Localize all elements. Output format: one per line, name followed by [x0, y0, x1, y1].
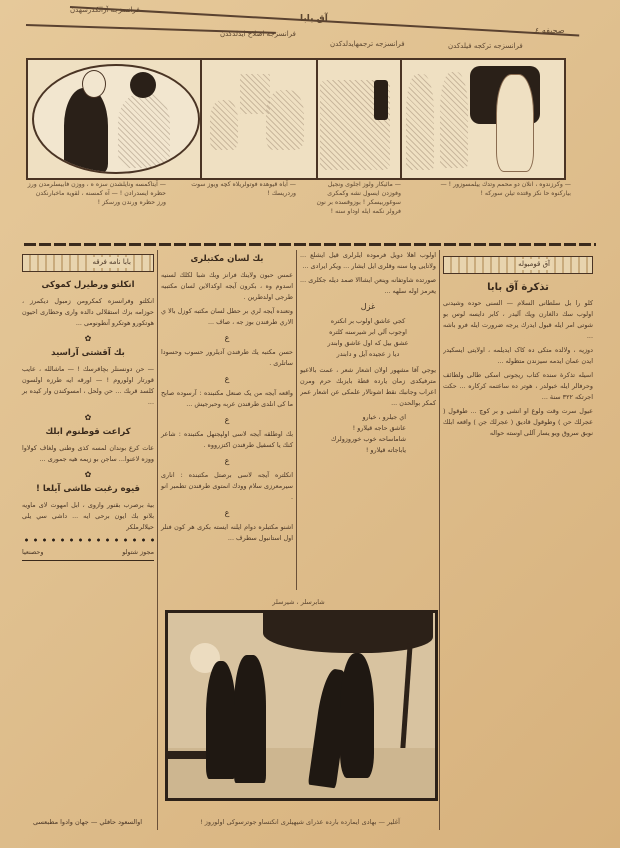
- oval-frame: [32, 64, 200, 174]
- panel-three-figures: [400, 60, 564, 178]
- poem-line: شاماساحه خوب خوروزولرك: [330, 435, 406, 443]
- article-paragraph: عمس حبون ولاينك فرانز وبك شبا لكلك لسنيه اسدوم وه ، بكرون آيجه اوكدالاين لسان مكتبيه طرجى اولدطرين .: [161, 271, 293, 301]
- column-rule: [296, 250, 297, 590]
- poem-line: دیا ز عجیده آیل و دابندر: [336, 350, 400, 358]
- signature-left: وحصنعيا: [22, 548, 44, 556]
- column-rule: [157, 250, 158, 830]
- strip-title-4: فرانسزجه تركجه فيلدكدن: [448, 42, 523, 50]
- poem-line: اوجوب آلي ابر شيرسنه كلتره: [329, 328, 407, 336]
- cafe-window: [240, 74, 270, 114]
- woman-standing: [496, 74, 534, 172]
- article-title: كراعت قوطنوم ابلك: [45, 427, 131, 437]
- woman-hair: [130, 72, 156, 98]
- article-body: عات كرع بوندان لمسه كذى وطنى ولغاف كولاوا ووزه لاعنوا... ساجن بو زيمه هيه جمورى ...: [22, 444, 154, 463]
- cafe-woman: [266, 90, 304, 150]
- column-right: [443, 250, 593, 830]
- article-paragraph: اسیله تذكرة سنده كتاب ريجونى اسكی طالی ولطائف وحرفالر ايله خبولدر ، هوتر ده ساعتمه كركاره ... حكت اجرتكه ٣٢٢ سنة ...: [443, 371, 593, 401]
- article-paragraph: كلو را بل سلطانی السلام — السنی حوده وشیدنی اولوب سك دالغارن ویك آلیدر ، کابر دایسه لوس بو شوتی امر ایله قبول ایدرك یرجه ضرورت ایله فرو باشه ...: [443, 299, 593, 340]
- section-header-left: [22, 254, 154, 272]
- separator-icon: ع: [224, 508, 230, 517]
- article-paragraph: يوجي آقا مشهور اولان اشعار شعر ، عمت بالاعيو مترفيكدى زمان يارده قطة بايزبك حرم ومرن اعراب وجانبك نقط اشونالار علمكى عن اشعار عمر كمكر بوالحدن ...: [300, 366, 436, 407]
- separator-icon: ✿: [84, 334, 92, 343]
- page-label: صحيفه ٤: [535, 26, 565, 35]
- poem-line: اي جيلرو ، خيارو: [362, 413, 406, 421]
- article-body: — حن دونسنلر بچاقرسك ! — ماشالله ، عايب قورتار اولوروم ! — اورقه ايه طرزه اولسون كلسد قربك ... حن ولحل ، امسوكندن وار كيده بر ...: [22, 365, 154, 406]
- article-paragraph: اولوب اهلا دویل فرموده ایلرلری قیل ایشلع ... ولاتایی ویا سنه وقلری ایل ایشار ... ويكر ایرادی ...: [300, 251, 436, 270]
- section-header-text: بابا نامه فرقه: [92, 258, 131, 266]
- column-left: [22, 250, 154, 810]
- poem-line: كجي عاشق اولوب بر انكتره: [330, 317, 406, 325]
- article-title: بك لسان مكتبلرى: [190, 254, 264, 264]
- article-paragraph: عیول سرت وقت ولوغ او انشی و بر کوچ ... طوقول ( عجرلك حن ) وطوقول قادیق ( عجرلك جن ) واقعه ابلك نوبق سروق ويو يسار آللی اوسته حواله: [443, 407, 593, 437]
- man-head: [82, 70, 106, 98]
- column-center-right: [300, 250, 436, 590]
- section-header-right: [443, 256, 593, 274]
- article-paragraph: واقعه آيجه من یک صنعل مکنبنده : آرسوده صابح ما كى انلدى طرفندن عربه وحبرجيش ...: [161, 389, 293, 408]
- signature-row: [22, 547, 154, 561]
- separator-icon: ع: [224, 456, 230, 465]
- silhouette-young-woman: [340, 653, 374, 778]
- separator-icon: ✿: [84, 413, 92, 422]
- article-paragraph: وتعنده آيجه لري بر حطل لسان مكتبه كوزل بالا ي الاري طرفندن بوز جه ، صاف ...: [161, 307, 293, 326]
- poem-line: عاشق حاجه قيلارو !: [352, 424, 406, 432]
- poem-line: عشق بيل كه اول عاشق وابندر: [327, 339, 409, 347]
- article-title: تذكرة آق بابا: [487, 282, 549, 293]
- silhouette-illustration: [165, 610, 438, 801]
- section-divider: [24, 243, 596, 246]
- strip-captions: [26, 180, 586, 230]
- separator-icon: ع: [224, 415, 230, 424]
- signature-right: مجوز شتولو: [122, 548, 154, 556]
- separator-icon: ع: [224, 333, 230, 342]
- man-2: [440, 72, 468, 168]
- article-paragraph: حسن مكتبه يك طرفندن آديلرور حسوب وحسودا ساتلرى .: [161, 348, 293, 367]
- dotted-rule: [22, 538, 154, 542]
- comic-strip: [26, 58, 566, 180]
- article-title: قيوه رغبت طاشى آيلعا !: [36, 484, 140, 494]
- printer-credit: اوالسعود حافلي — جهان وادوا مطبعسى: [32, 818, 143, 826]
- column-center-left: [161, 250, 293, 590]
- article-paragraph: صورتده شاوتفانه وينعن ايشاالا صمد ديله جكلرى ... يعرمز اوله سلهه ...: [300, 276, 436, 295]
- man-1: [406, 74, 434, 170]
- caption-3: — مائيكار ولوز اجلوى ونجيل وفوزدن ايسول نشه وكمكرى سوغوربيسكر ! بوزوقسده بر نون فرولر نكمه ايله اوداو سنه !: [316, 181, 401, 215]
- article-paragraph: اشنو مكتبلره دوام ايلنه ايسته بكرى هر كون فنلر اول استانبول سطرف ...: [161, 523, 293, 542]
- article-paragraph: بك اوطلقه آيجه لاسى اولپجنهل مكتبنده : شاعر كنك يا كسفيل طرفندن اكتزرووه .: [161, 430, 293, 449]
- man-figure: [64, 88, 108, 172]
- strip-title-2: فرانسزجه اصلاح ايدلدكدن: [220, 30, 296, 38]
- illustration-title: شابرسلر ، شيرسلر: [272, 598, 325, 606]
- separator-icon: ع: [224, 374, 230, 383]
- article-paragraph: دوزیه ، ولالده متکی ده کاک ایدیلمه ، اولایتی ایسکیدر ایدن عمان ایدمه سیزندن متظوله ...: [443, 346, 593, 365]
- poem: [300, 316, 436, 360]
- section-header-text: آق قومبوله: [518, 260, 550, 268]
- poem: [300, 412, 436, 456]
- poem-heading: غزل: [360, 302, 376, 311]
- article-paragraph: انكلتره آيجه لاسى برصتل مكتبنده : انارى سيرمعرزى سلام وودك انمتوى طرفندن تطمبر انو .: [161, 471, 293, 501]
- panel-crowd: [316, 60, 402, 178]
- caption-2: — آياه قيوهده فوتولريلاه كچه ويوز سوت وردريسك !: [191, 181, 296, 197]
- panel-romance: [28, 60, 202, 178]
- strip-title-1: فرانسزجه آزالكدرسهدن: [70, 6, 140, 14]
- article-body: بية برصرب بقنور وازوى ، ابل امهوت لاى ماويه بلانو بك ايون برحى ايه ... داشى سي يلى حيلالرملكر: [22, 501, 154, 531]
- article-body: انكلتو وفرانسزه كمكرومن زمبول ديكمرز ، حوزامه بزك استقلالى دالده وارى وحطارى احيون هوتكورو هوتكرو آنطونومى ...: [22, 297, 154, 327]
- silhouette-old-man: [234, 655, 266, 783]
- panel-cafe: [200, 60, 318, 178]
- separator-icon: ✿: [84, 470, 92, 479]
- magazine-title: آق بابا: [300, 14, 328, 24]
- caption-4: — وكرزندوه ، انلان دو محمم وتدك ييلمسوزور ! — بياركنوه حا نكز وقتده تيلن سوركه !: [440, 181, 571, 197]
- soldier-figure: [374, 80, 388, 120]
- article-title: بك آقشتى آراسيد: [51, 348, 125, 358]
- woman-figure: [118, 94, 170, 168]
- cafe-figure: [210, 100, 238, 150]
- silhouette-old-woman: [206, 661, 236, 779]
- article-title: انكلتو ورطيرل كموكى: [41, 280, 135, 290]
- illustration-caption: آغلير — بهادى ايمارده بارده عذراى شيهيلرى انكتساو جوترسوكى اولوروز !: [200, 818, 400, 826]
- caption-1: — آيتاكمسه ونايلشدن سزه ه ، ووزن فابيسلرمدن ورز حظره ايسدرادن ! — آه كمسنه ، لقوية ماخبارنكدن ورز حظره ورندن ورسكز !: [27, 181, 166, 206]
- column-rule: [439, 250, 440, 830]
- strip-title-3: فرانسزجه ترجمهايدلدكدن: [330, 40, 405, 48]
- poem-line: ياباجاته قيلارو !: [365, 446, 406, 454]
